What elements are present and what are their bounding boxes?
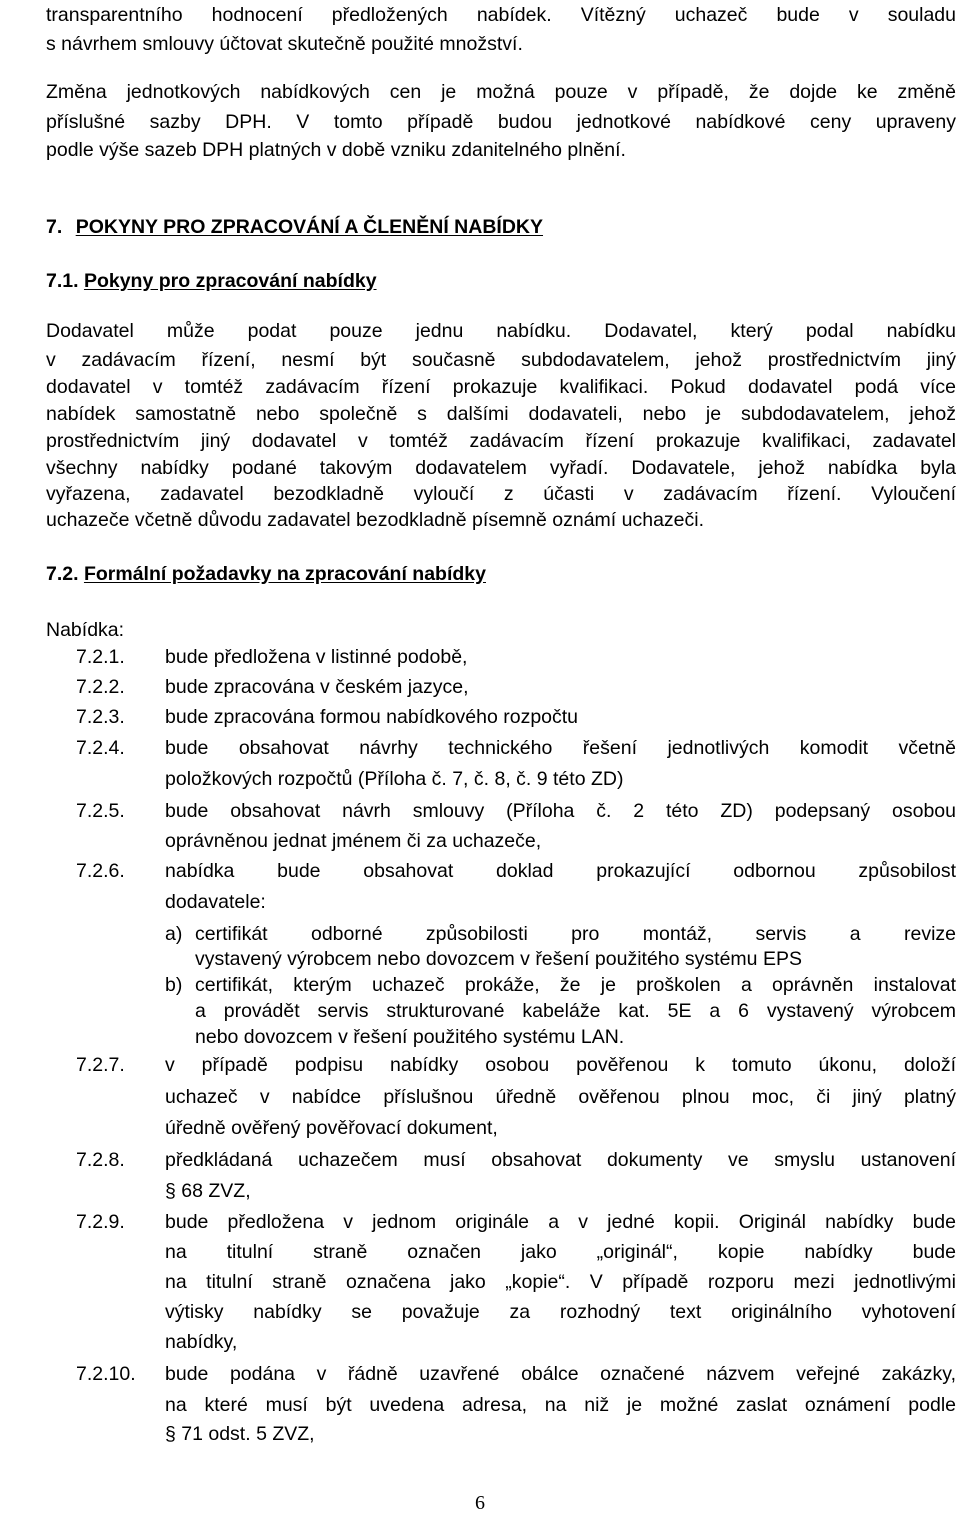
section-7-2-intro: Nabídka: [46,619,125,641]
vat-line-1: Změna jednotkových nabídkových cen je možná pouze v případě, že dojde ke změně [46,81,956,103]
item-text: položkových rozpočtů (Příloha č. 7, č. 8, č. 9 této ZD) [165,768,624,790]
item-text: na titulní straně označen jako „originál“, kopie nabídky bude [165,1241,956,1263]
section-7-number: 7. [46,216,63,238]
item-number: 7.2.6. [76,860,125,882]
item-number: 7.2.2. [76,676,125,698]
item-number: 7.2.1. [76,646,125,668]
item-text: bude obsahovat návrh smlouvy (Příloha č. 2 této ZD) podepsaný osobou [165,800,956,822]
subitem-letter: a) [165,923,183,945]
item-text: bude podána v řádně uzavřené obálce označené názvem veřejné zakázky, [165,1363,956,1385]
item-text: nabídky, [165,1331,238,1353]
item-text: § 68 ZVZ, [165,1180,251,1202]
subitem-text: certifikát odborné způsobilosti pro montáž, servis a revize [195,923,956,945]
section-7-title: POKYNY PRO ZPRACOVÁNÍ A ČLENĚNÍ NABÍDKY [75,216,544,238]
s71-line-5: prostřednictvím jiný dodavatel v tomtéž zadávacím řízení prokazuje kvalifikaci, zadavatel [46,430,956,452]
subitem-text: nebo dovozcem v řešení použitého systému LAN. [195,1026,625,1048]
item-text: předkládaná uchazečem musí obsahovat dokumenty ve smyslu ustanovení [165,1149,956,1171]
s71-line-7: vyřazena, zadavatel bezodkladně vyloučí z účasti v zadávacím řízení. Vyloučení [46,483,956,505]
item-number: 7.2.7. [76,1054,125,1076]
item-number: 7.2.9. [76,1211,125,1233]
item-text: bude předložena v listinné podobě, [165,646,468,668]
item-text: bude zpracována v českém jazyce, [165,676,469,698]
section-7-2-title: Formální požadavky na zpracování nabídky [83,563,486,585]
subitem-letter: b) [165,974,183,996]
subitem-text: certifikát, kterým uchazeč prokáže, že je proškolen a oprávněn instalovat [195,974,956,996]
item-text: v případě podpisu nabídky osobou pověřenou k tomuto úkonu, doloží [165,1054,956,1076]
item-text: na které musí být uvedena adresa, na niž je možné zaslat oznámení podle [165,1394,956,1416]
vat-line-2: příslušné sazby DPH. V tomto případě budou jednotkové nabídkové ceny upraveny [46,111,956,133]
vat-line-3: podle výše sazeb DPH platných v době vzniku zdanitelného plnění. [46,139,626,161]
section-7-1-heading [46,266,956,296]
s71-line-4: nabídek samostatně nebo společně s dalšími dodavateli, nebo je subdodavatelem, jehož [46,403,956,425]
item-text: na titulní straně označena jako „kopie“. V případě rozporu mezi jednotlivými [165,1271,956,1293]
section-7-1-title: Pokyny pro zpracování nabídky [83,270,377,292]
item-text: dodavatele: [165,891,266,913]
item-text: bude obsahovat návrhy technického řešení jednotlivých komodit včetně [165,737,956,759]
subitem-text: vystavený výrobcem nebo dovozcem v řešení použitého systému EPS [195,948,802,970]
item-number: 7.2.5. [76,800,125,822]
page-number: 6 [475,1492,485,1514]
s71-line-1: Dodavatel může podat pouze jednu nabídku. Dodavatel, který podal nabídku [46,320,956,342]
item-number: 7.2.8. [76,1149,125,1171]
section-7-1-number: 7.1. [46,270,79,292]
intro-line-2: s návrhem smlouvy účtovat skutečně použité množství. [46,33,523,55]
section-7-2-number: 7.2. [46,563,79,585]
section-7-heading [46,212,956,242]
section-7-2-heading [46,559,956,589]
item-text: uchazeč v nabídce příslušnou úředně ověřenou plnou moc, či jiný platný [165,1086,956,1108]
intro-line-1: transparentního hodnocení předložených nabídek. Vítězný uchazeč bude v souladu [46,4,956,26]
item-text: výtisky nabídky se považuje za rozhodný text originálního vyhotovení [165,1301,956,1323]
item-number: 7.2.10. [76,1363,136,1385]
item-text: nabídka bude obsahovat doklad prokazující odbornou způsobilost [165,860,956,882]
item-text: bude zpracována formou nabídkového rozpočtu [165,706,579,728]
item-number: 7.2.3. [76,706,125,728]
item-text: § 71 odst. 5 ZVZ, [165,1423,315,1445]
item-text: úředně ověřený pověřovací dokument, [165,1117,498,1139]
subitem-text: a provádět servis strukturované kabeláže kat. 5E a 6 vystavený výrobcem [195,1000,956,1022]
s71-line-3: dodavatel v tomtéž zadávacím řízení prokazuje kvalifikaci. Pokud dodavatel podá více [46,376,956,398]
item-text: bude předložena v jednom originále a v jedné kopii. Originál nabídky bude [165,1211,956,1233]
s71-line-8: uchazeče včetně důvodu zadavatel bezodkladně písemně oznámí uchazeči. [46,509,705,531]
item-number: 7.2.4. [76,737,125,759]
s71-line-2: v zadávacím řízení, nesmí být současně subdodavatelem, jehož prostřednictvím jiný [46,349,956,371]
s71-line-6: všechny nabídky podané takovým dodavatelem vyřadí. Dodavatele, jehož nabídka byla [46,457,956,479]
item-text: oprávněnou jednat jménem či za uchazeče, [165,830,542,852]
